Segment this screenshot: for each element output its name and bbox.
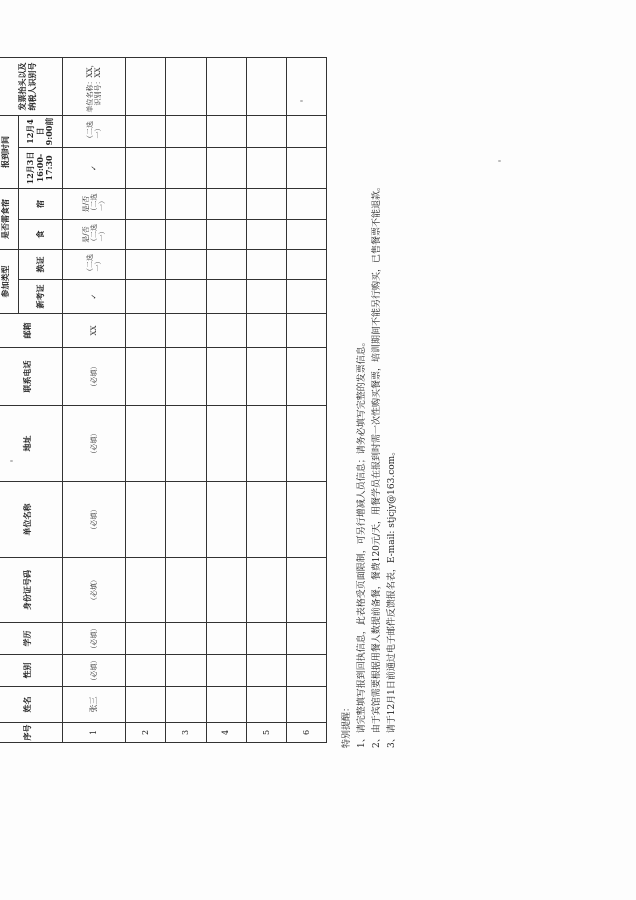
cell-name	[126, 687, 166, 723]
cell-seq: 1	[63, 723, 126, 743]
cell-meal	[286, 220, 326, 250]
cell-invoice	[126, 58, 166, 116]
table-row	[286, 58, 326, 743]
header-phone: 联系电话	[0, 348, 63, 406]
cell-education: （必填）	[63, 623, 126, 655]
cell-invoice: 单位名称：XX，识别号：XX	[63, 58, 126, 116]
header-renew: 换证	[19, 250, 63, 280]
cell-company	[286, 482, 326, 558]
header-meal-lodging: 是否需食宿	[0, 189, 19, 250]
header-education: 学历	[0, 623, 63, 655]
registration-form-sheet	[0, 53, 482, 858]
cell-education	[206, 623, 246, 655]
cell-date1	[126, 148, 166, 189]
cell-id-no	[126, 558, 166, 623]
cell-renew	[286, 250, 326, 280]
header-address: 地址	[0, 406, 63, 482]
header-email: 邮箱	[0, 314, 63, 348]
cell-email	[206, 314, 246, 348]
cell-date2	[206, 116, 246, 148]
registration-table	[0, 57, 327, 743]
cell-name	[286, 687, 326, 723]
cell-seq: 2	[126, 723, 166, 743]
cell-date1	[286, 148, 326, 189]
cell-company	[126, 482, 166, 558]
cell-invoice	[206, 58, 246, 116]
cell-lodging	[126, 189, 166, 220]
table-row	[166, 58, 206, 743]
cell-gender	[206, 655, 246, 687]
notes-heading: 特别提醒：	[342, 702, 352, 748]
header-attend-type: 参加类型	[0, 250, 19, 314]
cell-education	[126, 623, 166, 655]
cell-address	[166, 406, 206, 482]
cell-date2	[126, 116, 166, 148]
cell-address	[126, 406, 166, 482]
scan-speck	[10, 460, 13, 462]
cell-renew	[126, 250, 166, 280]
header-new-cert: 新考证	[19, 280, 63, 314]
cell-invoice	[286, 58, 326, 116]
cell-date1	[246, 148, 286, 189]
cell-date1	[206, 148, 246, 189]
cell-seq: 4	[206, 723, 246, 743]
table-row	[63, 58, 126, 743]
cell-company	[166, 482, 206, 558]
header-date-1: 12月3日 16:00-17:30	[19, 148, 63, 189]
cell-seq: 3	[166, 723, 206, 743]
cell-gender	[126, 655, 166, 687]
cell-id-no	[166, 558, 206, 623]
cell-id-no	[246, 558, 286, 623]
cell-meal	[246, 220, 286, 250]
cell-id-no	[286, 558, 326, 623]
cell-company	[246, 482, 286, 558]
cell-email	[166, 314, 206, 348]
cell-education	[166, 623, 206, 655]
cell-renew	[166, 250, 206, 280]
header-gender: 性别	[0, 655, 63, 687]
cell-new-cert	[206, 280, 246, 314]
cell-id-no: （必填）	[63, 558, 126, 623]
cell-gender	[286, 655, 326, 687]
cell-meal	[206, 220, 246, 250]
cell-new-cert	[246, 280, 286, 314]
cell-date2	[166, 116, 206, 148]
cell-new-cert	[126, 280, 166, 314]
cell-new-cert	[286, 280, 326, 314]
header-company: 单位名称	[0, 482, 63, 558]
cell-email: XX	[63, 314, 126, 348]
cell-education	[286, 623, 326, 655]
header-seq: 序号	[0, 723, 63, 743]
cell-phone	[126, 348, 166, 406]
cell-date2: （二选一）	[63, 116, 126, 148]
cell-education	[246, 623, 286, 655]
cell-lodging: 是/否（二选一）	[63, 189, 126, 220]
cell-address	[246, 406, 286, 482]
cell-email	[246, 314, 286, 348]
cell-invoice	[246, 58, 286, 116]
cell-phone	[166, 348, 206, 406]
cell-gender	[246, 655, 286, 687]
cell-email	[286, 314, 326, 348]
cell-date2	[286, 116, 326, 148]
cell-phone	[286, 348, 326, 406]
cell-meal	[126, 220, 166, 250]
note-item: 3、请于12月1日前通过电子邮件反馈报名表，E-mail: stjcjy@163.com。	[387, 446, 397, 748]
table-row	[126, 58, 166, 743]
cell-address	[206, 406, 246, 482]
header-invoice: 发票抬头以及纳税人识别号	[0, 58, 63, 116]
cell-id-no	[206, 558, 246, 623]
cell-gender	[166, 655, 206, 687]
cell-new-cert	[166, 280, 206, 314]
scan-speck	[498, 160, 501, 162]
header-arrival-time: 报到时间	[0, 116, 19, 189]
cell-name	[166, 687, 206, 723]
cell-name: 张三	[63, 687, 126, 723]
cell-name	[206, 687, 246, 723]
cell-address	[286, 406, 326, 482]
cell-company: （必填）	[63, 482, 126, 558]
cell-date2	[246, 116, 286, 148]
cell-seq: 6	[286, 723, 326, 743]
cell-renew	[206, 250, 246, 280]
cell-seq: 5	[246, 723, 286, 743]
cell-phone	[206, 348, 246, 406]
cell-gender: （必填）	[63, 655, 126, 687]
scan-speck	[300, 100, 303, 102]
cell-renew: （二选一）	[63, 250, 126, 280]
cell-date1: ✓	[63, 148, 126, 189]
header-name: 姓名	[0, 687, 63, 723]
cell-name	[246, 687, 286, 723]
cell-phone: （必填）	[63, 348, 126, 406]
table-row	[246, 58, 286, 743]
cell-lodging	[166, 189, 206, 220]
cell-meal	[166, 220, 206, 250]
cell-meal: 是/否（二选一）	[63, 220, 126, 250]
cell-address: （必填）	[63, 406, 126, 482]
note-item: 1、请完整填写报到回执信息，此表格受页面限制，可另行增减人员信息；请务必填写完整的发票信息。	[357, 337, 367, 748]
notes-section	[340, 58, 400, 748]
cell-date1	[166, 148, 206, 189]
cell-renew	[246, 250, 286, 280]
cell-company	[206, 482, 246, 558]
header-meal: 食	[19, 220, 63, 250]
cell-phone	[246, 348, 286, 406]
cell-invoice	[166, 58, 206, 116]
header-date-2: 12月4日 9:00前	[19, 116, 63, 148]
cell-lodging	[246, 189, 286, 220]
note-item: 2、由于宾馆需要根据用餐人数提前备餐，餐费120元/天，用餐学员在报到时需一次性购买餐票，培训期间不能另行购买，已售餐票不能退款。	[372, 182, 382, 748]
header-lodging: 宿	[19, 189, 63, 220]
table-row	[206, 58, 246, 743]
cell-email	[126, 314, 166, 348]
cell-lodging	[286, 189, 326, 220]
header-id-number: 身份证号码	[0, 558, 63, 623]
cell-lodging	[206, 189, 246, 220]
cell-new-cert: ✓	[63, 280, 126, 314]
